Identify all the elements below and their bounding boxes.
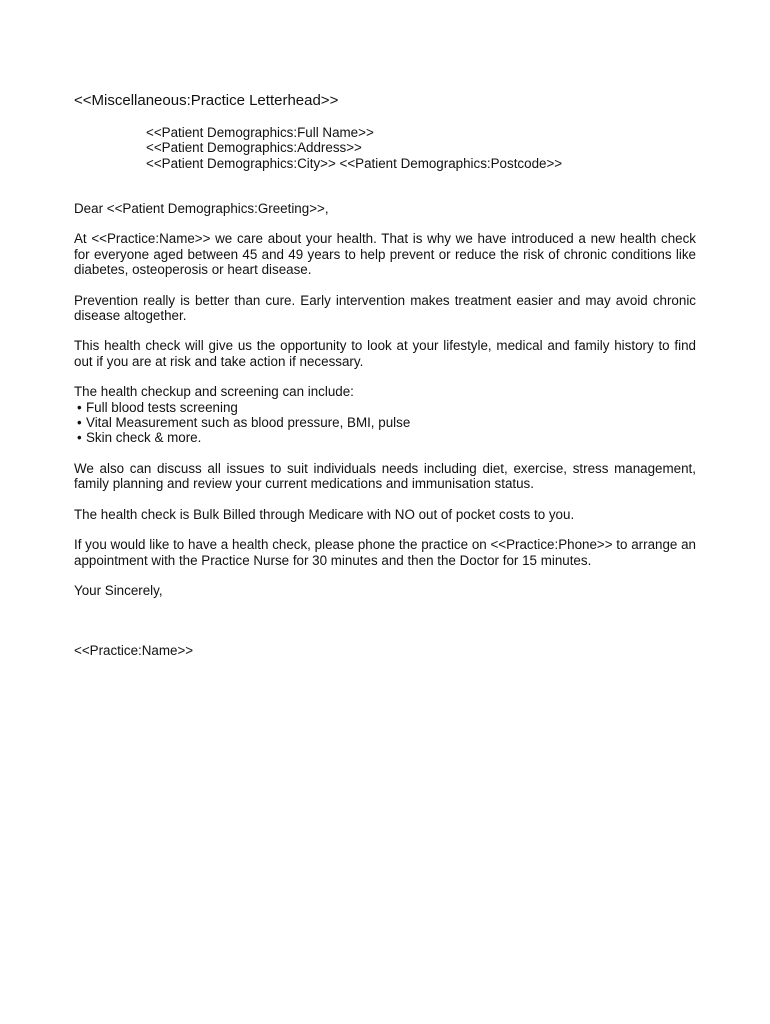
salutation: Dear <<Patient Demographics:Greeting>>, <box>74 201 329 216</box>
closing: Your Sincerely, <box>74 582 163 598</box>
bullet-icon: • <box>77 399 82 415</box>
paragraph-discuss: We also can discuss all issues to suit individuals needs including diet, exercise, stress management, family planning and review your current medications and immunisation status. <box>74 460 696 492</box>
paragraph-phone: If you would like to have a health check, please phone the practice on <<Practice:Phone>> to arrange an appointment with the Practice Nurse for 30 minutes and then the Doctor for 15 minutes. <box>74 537 696 568</box>
signature: <<Practice:Name>> <box>74 643 194 659</box>
recipient-full-name: <<Patient Demographics:Full Name>> <box>146 125 374 140</box>
recipient-address: <<Patient Demographics:Address>> <box>146 140 362 156</box>
recipient-city-postcode: <<Patient Demographics:City>> <<Patient Demographics:Postcode>> <box>146 155 563 171</box>
checkup-intro: The health checkup and screening can include: <box>74 384 354 400</box>
recipient-address-block <box>146 125 562 171</box>
paragraph-prevention: Prevention really is better than cure. Early intervention makes treatment easier and may avoid chronic disease altogether. <box>74 292 696 324</box>
letter-body <box>74 201 696 674</box>
checkup-section <box>74 384 696 446</box>
list-item: • Vital Measurement such as blood pressure, BMI, pulse <box>77 415 411 431</box>
paragraph-intro: At <<Practice:Name>> we care about your health. That is why we have introduced a new health check for everyone aged between 45 and 49 years to help prevent or reduce the risk of chronic conditions like diabetes, osteoperosis or heart disease. <box>74 231 696 278</box>
list-item: • Skin check & more. <box>77 430 202 446</box>
paragraph-opportunity: This health check will give us the opportunity to look at your lifestyle, medical and family history to find out if you are at risk and take action if necessary. <box>74 338 696 369</box>
list-item: • Full blood tests screening <box>77 399 238 415</box>
letterhead: <<Miscellaneous:Practice Letterhead>> <box>74 92 339 109</box>
paragraph-bulk-billed: The health check is Bulk Billed through Medicare with NO out of pocket costs to you. <box>74 506 575 522</box>
bullet-icon: • <box>77 415 82 431</box>
bullet-icon: • <box>77 430 82 446</box>
checkup-list <box>74 400 696 446</box>
